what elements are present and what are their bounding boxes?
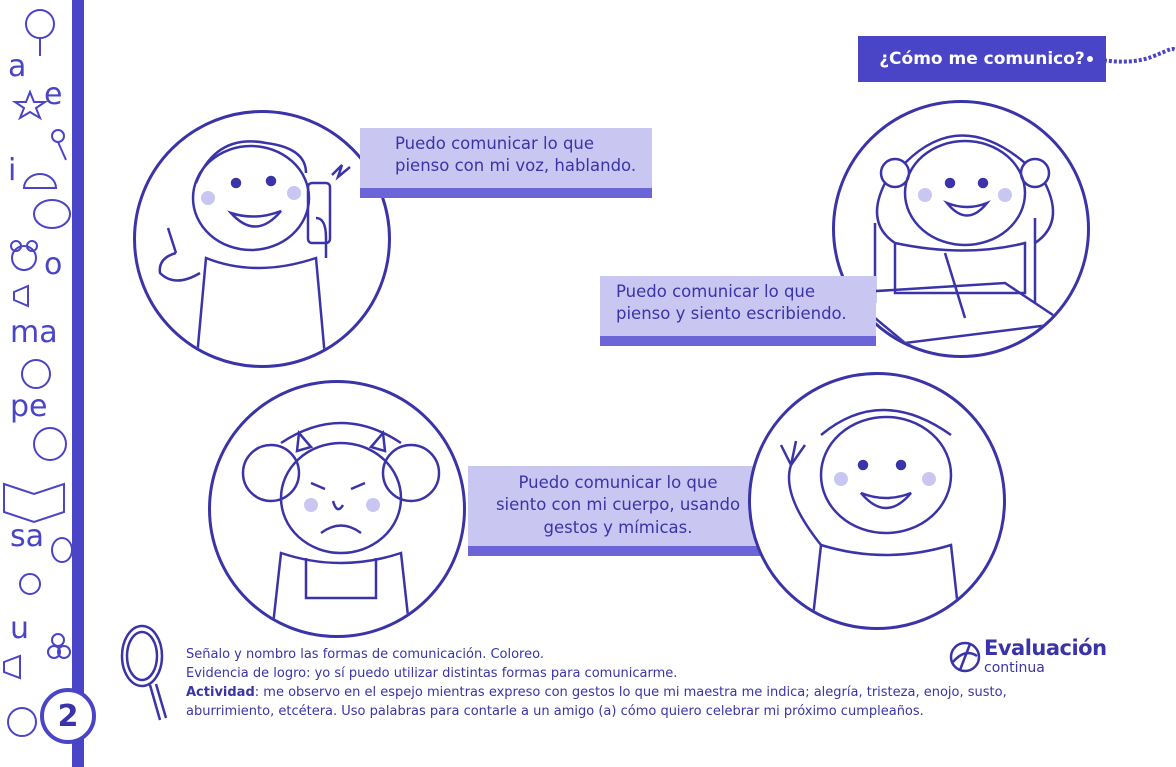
activity-text: : me observo en el espejo mientras expreso con gestos lo que mi maestra me indica; alegría, tristeza, enojo, susto, aburrimiento, etcétera. Uso palabras para contarle a un amigo (a) cómo quiero celebrar mi próximo cumpleaños. bbox=[186, 684, 1007, 719]
activity-label: Actividad bbox=[186, 684, 255, 700]
sidebar-letter: sa bbox=[10, 519, 45, 554]
sidebar-letter: o bbox=[44, 247, 63, 282]
instruction-line: Señalo y nombro las formas de comunicación. Coloreo. bbox=[186, 647, 544, 662]
sidebar bbox=[0, 0, 84, 767]
evidence-line: Evidencia de logro: yo sí puedo utilizar distintas formas para comunicarme. bbox=[186, 665, 678, 681]
caption-gestures bbox=[468, 466, 768, 546]
rope-icon bbox=[1084, 44, 1176, 74]
waving-boy-illustration bbox=[748, 372, 1006, 630]
sidebar-letter: a bbox=[8, 49, 27, 84]
caption-underline bbox=[600, 336, 876, 346]
instructions bbox=[186, 646, 1016, 721]
sidebar-doodles-icon bbox=[0, 0, 72, 767]
page-title: ¿Cómo me comunico? bbox=[858, 36, 1106, 82]
caption-line: pienso con mi voz, hablando. bbox=[395, 156, 637, 176]
boy-waving-icon bbox=[751, 375, 1006, 630]
badge-subtitle: continua bbox=[984, 660, 1045, 676]
caption-line: Puedo comunicar lo que bbox=[395, 134, 595, 153]
caption-line: pienso y siento escribiendo. bbox=[616, 304, 847, 324]
caption-line: Puedo comunicar lo que bbox=[616, 282, 816, 301]
caption-speaking bbox=[360, 128, 652, 188]
caption-writing bbox=[600, 276, 876, 336]
sad-girl-illustration bbox=[208, 380, 466, 638]
badge-title: Evaluación bbox=[984, 636, 1107, 660]
caption-underline bbox=[468, 546, 768, 556]
sidebar-letter: pe bbox=[10, 389, 48, 424]
sidebar-stripe bbox=[72, 0, 84, 767]
sidebar-letter: e bbox=[44, 77, 63, 112]
caption-line: gestos y mímicas. bbox=[543, 517, 693, 537]
caption-underline bbox=[360, 188, 652, 198]
caption-line: Puedo comunicar lo que bbox=[518, 473, 718, 492]
boy-talking-phone-icon bbox=[136, 113, 391, 368]
page-number: 2 bbox=[40, 688, 96, 744]
sidebar-letter: u bbox=[10, 611, 30, 646]
evaluation-badge bbox=[948, 636, 1107, 680]
globe-icon bbox=[948, 640, 982, 674]
sidebar-letter: i bbox=[8, 153, 17, 188]
sad-girl-icon bbox=[211, 383, 466, 638]
boy-phone-illustration bbox=[133, 110, 391, 368]
mirror-icon bbox=[116, 622, 176, 726]
sidebar-letter: ma bbox=[10, 315, 58, 350]
activity-line bbox=[186, 684, 1016, 722]
caption-line: siento con mi cuerpo, usando bbox=[495, 495, 741, 515]
